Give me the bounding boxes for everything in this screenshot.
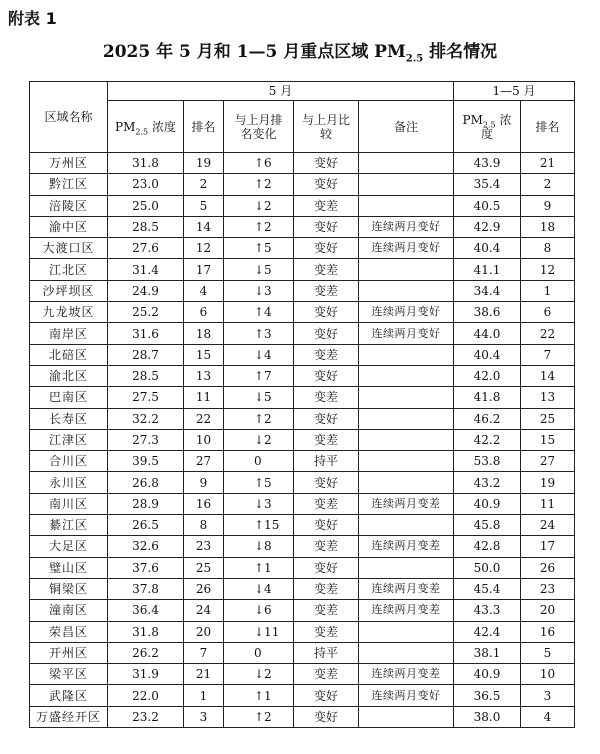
cell-rank-change: ↑5 <box>224 472 294 493</box>
cell-rank-change: ↑7 <box>224 365 294 386</box>
cell-compare: 变好 <box>294 302 359 323</box>
title-suffix: 排名情况 <box>423 42 498 62</box>
table-row <box>30 408 575 429</box>
cell-rank-ytd: 13 <box>521 387 575 408</box>
table-row <box>30 664 575 685</box>
cell-compare: 变好 <box>294 323 359 344</box>
table-row <box>30 280 575 301</box>
table-row <box>30 578 575 599</box>
title-subscript: 2.5 <box>405 53 424 65</box>
cell-rank-ytd: 17 <box>521 536 575 557</box>
cell-rank-ytd: 14 <box>521 365 575 386</box>
cell-region: 北碚区 <box>30 344 108 365</box>
cell-rank-change: ↑2 <box>224 408 294 429</box>
table-body <box>30 153 575 728</box>
header-pm-subscript-ytd: 2.5 <box>482 119 496 129</box>
cell-note: 连续两月变差 <box>359 578 454 599</box>
cell-region: 璧山区 <box>30 557 108 578</box>
cell-rank-change: ↑2 <box>224 706 294 727</box>
cell-rank-change: ↑2 <box>224 174 294 195</box>
cell-region: 渝北区 <box>30 365 108 386</box>
cell-pm25-ytd: 42.4 <box>454 621 521 642</box>
cell-pm25: 28.9 <box>108 493 184 514</box>
cell-rank-ytd: 22 <box>521 323 575 344</box>
cell-pm25-ytd: 44.0 <box>454 323 521 344</box>
cell-note <box>359 153 454 174</box>
cell-pm25-ytd: 40.4 <box>454 344 521 365</box>
cell-region: 涪陵区 <box>30 195 108 216</box>
cell-region: 永川区 <box>30 472 108 493</box>
cell-rank: 18 <box>184 323 224 344</box>
cell-region: 南川区 <box>30 493 108 514</box>
header-may: 5 月 <box>108 82 454 101</box>
cell-region: 万州区 <box>30 153 108 174</box>
cell-pm25: 37.8 <box>108 578 184 599</box>
cell-region: 大渡口区 <box>30 238 108 259</box>
cell-rank: 7 <box>184 642 224 663</box>
cell-pm25: 26.5 <box>108 515 184 536</box>
header-pm25-may <box>108 101 184 153</box>
header-rank-may: 排名 <box>184 101 224 153</box>
table-row <box>30 153 575 174</box>
cell-compare: 变好 <box>294 216 359 237</box>
cell-rank-ytd: 3 <box>521 685 575 706</box>
cell-note <box>359 451 454 472</box>
cell-rank-ytd: 2 <box>521 174 575 195</box>
header-pm-suffix: 浓度 <box>148 119 176 134</box>
cell-rank: 8 <box>184 515 224 536</box>
cell-compare: 变好 <box>294 515 359 536</box>
cell-note <box>359 195 454 216</box>
cell-note: 连续两月变好 <box>359 238 454 259</box>
cell-rank-ytd: 27 <box>521 451 575 472</box>
cell-pm25: 28.7 <box>108 344 184 365</box>
cell-rank: 4 <box>184 280 224 301</box>
cell-pm25-ytd: 42.8 <box>454 536 521 557</box>
cell-compare: 变差 <box>294 387 359 408</box>
header-rank-ytd: 排名 <box>521 101 575 153</box>
cell-pm25-ytd: 38.1 <box>454 642 521 663</box>
table-row <box>30 387 575 408</box>
cell-pm25-ytd: 34.4 <box>454 280 521 301</box>
cell-region: 江津区 <box>30 429 108 450</box>
cell-compare: 变好 <box>294 238 359 259</box>
cell-pm25-ytd: 45.8 <box>454 515 521 536</box>
table-row <box>30 259 575 280</box>
cell-note <box>359 408 454 429</box>
cell-rank-ytd: 19 <box>521 472 575 493</box>
cell-rank: 3 <box>184 706 224 727</box>
cell-region: 潼南区 <box>30 600 108 621</box>
cell-region: 南岸区 <box>30 323 108 344</box>
cell-rank-ytd: 9 <box>521 195 575 216</box>
table-row <box>30 365 575 386</box>
header-pm-prefix: PM <box>115 119 136 134</box>
cell-rank-ytd: 1 <box>521 280 575 301</box>
cell-rank: 11 <box>184 387 224 408</box>
cell-note: 连续两月变好 <box>359 216 454 237</box>
cell-compare: 变好 <box>294 174 359 195</box>
cell-rank-ytd: 21 <box>521 153 575 174</box>
cell-rank: 16 <box>184 493 224 514</box>
header-pm25-ytd <box>454 101 521 153</box>
cell-pm25-ytd: 46.2 <box>454 408 521 429</box>
cell-pm25: 32.2 <box>108 408 184 429</box>
cell-rank-change: ↑15 <box>224 515 294 536</box>
cell-pm25-ytd: 45.4 <box>454 578 521 599</box>
cell-note <box>359 344 454 365</box>
cell-region: 九龙坡区 <box>30 302 108 323</box>
cell-pm25-ytd: 40.9 <box>454 493 521 514</box>
table-row <box>30 536 575 557</box>
cell-compare: 变差 <box>294 493 359 514</box>
cell-pm25: 32.6 <box>108 536 184 557</box>
header-rank-change: 与上月排名变化 <box>224 101 294 153</box>
cell-rank-change: ↑5 <box>224 238 294 259</box>
cell-note: 连续两月变好 <box>359 323 454 344</box>
cell-rank-change: ↓3 <box>224 280 294 301</box>
cell-compare: 变好 <box>294 557 359 578</box>
table-row <box>30 515 575 536</box>
cell-compare: 变好 <box>294 706 359 727</box>
cell-rank: 19 <box>184 153 224 174</box>
cell-region: 长寿区 <box>30 408 108 429</box>
title-prefix: 2025 年 5 月和 1—5 月重点区域 PM <box>102 42 406 62</box>
table-row <box>30 238 575 259</box>
cell-region: 渝中区 <box>30 216 108 237</box>
cell-rank-change: 0 <box>224 642 294 663</box>
cell-compare: 变差 <box>294 621 359 642</box>
cell-rank: 17 <box>184 259 224 280</box>
cell-pm25: 24.9 <box>108 280 184 301</box>
cell-rank: 1 <box>184 685 224 706</box>
table-row <box>30 302 575 323</box>
table-row <box>30 493 575 514</box>
cell-rank-change: ↑6 <box>224 153 294 174</box>
cell-note: 连续两月变差 <box>359 664 454 685</box>
cell-pm25: 28.5 <box>108 216 184 237</box>
cell-pm25-ytd: 40.5 <box>454 195 521 216</box>
header-pm-prefix-ytd: PM <box>462 112 483 127</box>
cell-note <box>359 621 454 642</box>
cell-note: 连续两月变差 <box>359 600 454 621</box>
cell-region: 綦江区 <box>30 515 108 536</box>
cell-rank: 6 <box>184 302 224 323</box>
cell-rank: 27 <box>184 451 224 472</box>
cell-rank-change: 0 <box>224 451 294 472</box>
cell-region: 开州区 <box>30 642 108 663</box>
cell-pm25: 23.0 <box>108 174 184 195</box>
cell-rank: 23 <box>184 536 224 557</box>
cell-rank-ytd: 7 <box>521 344 575 365</box>
cell-compare: 变差 <box>294 664 359 685</box>
cell-note <box>359 706 454 727</box>
cell-pm25-ytd: 41.1 <box>454 259 521 280</box>
cell-note <box>359 515 454 536</box>
cell-compare: 变差 <box>294 344 359 365</box>
cell-pm25-ytd: 40.9 <box>454 664 521 685</box>
table-row <box>30 706 575 727</box>
cell-pm25: 28.5 <box>108 365 184 386</box>
cell-rank-change: ↓2 <box>224 429 294 450</box>
cell-rank: 5 <box>184 195 224 216</box>
cell-rank-change: ↓5 <box>224 259 294 280</box>
cell-pm25: 37.6 <box>108 557 184 578</box>
cell-rank-change: ↓8 <box>224 536 294 557</box>
cell-rank-change: ↓5 <box>224 387 294 408</box>
cell-rank: 22 <box>184 408 224 429</box>
cell-note: 连续两月变好 <box>359 302 454 323</box>
cell-pm25-ytd: 35.4 <box>454 174 521 195</box>
cell-rank: 21 <box>184 664 224 685</box>
cell-rank-ytd: 10 <box>521 664 575 685</box>
cell-note <box>359 387 454 408</box>
cell-pm25-ytd: 41.8 <box>454 387 521 408</box>
table-row <box>30 472 575 493</box>
cell-compare: 变差 <box>294 536 359 557</box>
cell-region: 梁平区 <box>30 664 108 685</box>
header-compare: 与上月比较 <box>294 101 359 153</box>
cell-pm25-ytd: 38.0 <box>454 706 521 727</box>
cell-pm25: 27.5 <box>108 387 184 408</box>
cell-rank-change: ↑4 <box>224 302 294 323</box>
cell-pm25: 25.0 <box>108 195 184 216</box>
cell-rank-change: ↑3 <box>224 323 294 344</box>
table-row <box>30 642 575 663</box>
cell-compare: 持平 <box>294 642 359 663</box>
cell-rank: 15 <box>184 344 224 365</box>
table-row <box>30 600 575 621</box>
cell-pm25-ytd: 50.0 <box>454 557 521 578</box>
cell-pm25: 26.8 <box>108 472 184 493</box>
cell-note <box>359 429 454 450</box>
cell-rank-ytd: 24 <box>521 515 575 536</box>
cell-rank-ytd: 18 <box>521 216 575 237</box>
cell-pm25-ytd: 53.8 <box>454 451 521 472</box>
cell-rank-ytd: 6 <box>521 302 575 323</box>
cell-rank-change: ↑1 <box>224 557 294 578</box>
cell-rank-change: ↑2 <box>224 216 294 237</box>
cell-compare: 变好 <box>294 685 359 706</box>
cell-rank-change: ↓2 <box>224 195 294 216</box>
table-row <box>30 429 575 450</box>
cell-rank-ytd: 23 <box>521 578 575 599</box>
cell-compare: 变差 <box>294 578 359 599</box>
cell-rank-ytd: 8 <box>521 238 575 259</box>
cell-pm25: 27.6 <box>108 238 184 259</box>
cell-pm25-ytd: 43.3 <box>454 600 521 621</box>
table-row <box>30 195 575 216</box>
table-row <box>30 685 575 706</box>
cell-pm25-ytd: 42.9 <box>454 216 521 237</box>
table-row <box>30 621 575 642</box>
cell-rank-ytd: 12 <box>521 259 575 280</box>
cell-compare: 变差 <box>294 429 359 450</box>
cell-pm25: 39.5 <box>108 451 184 472</box>
cell-pm25: 31.8 <box>108 153 184 174</box>
appendix-label: 附表 1 <box>8 9 57 28</box>
cell-rank: 13 <box>184 365 224 386</box>
cell-compare: 变好 <box>294 408 359 429</box>
cell-region: 铜梁区 <box>30 578 108 599</box>
cell-compare: 变好 <box>294 472 359 493</box>
cell-region: 合川区 <box>30 451 108 472</box>
cell-note <box>359 280 454 301</box>
cell-pm25-ytd: 40.4 <box>454 238 521 259</box>
table-row <box>30 216 575 237</box>
header-region: 区域名称 <box>30 82 108 153</box>
cell-rank: 2 <box>184 174 224 195</box>
pm25-ranking-table <box>29 81 575 728</box>
header-note: 备注 <box>359 101 454 153</box>
cell-compare: 变差 <box>294 280 359 301</box>
header-pm-subscript: 2.5 <box>135 126 149 136</box>
cell-rank: 9 <box>184 472 224 493</box>
cell-compare: 变差 <box>294 259 359 280</box>
cell-rank-ytd: 15 <box>521 429 575 450</box>
cell-rank-ytd: 20 <box>521 600 575 621</box>
cell-rank-change: ↓3 <box>224 493 294 514</box>
cell-region: 黔江区 <box>30 174 108 195</box>
cell-pm25: 27.3 <box>108 429 184 450</box>
cell-note <box>359 557 454 578</box>
cell-rank-change: ↓11 <box>224 621 294 642</box>
cell-pm25: 36.4 <box>108 600 184 621</box>
cell-note: 连续两月变好 <box>359 685 454 706</box>
cell-rank: 10 <box>184 429 224 450</box>
table-row <box>30 344 575 365</box>
cell-rank-ytd: 5 <box>521 642 575 663</box>
cell-pm25: 31.9 <box>108 664 184 685</box>
table-row <box>30 451 575 472</box>
cell-rank: 25 <box>184 557 224 578</box>
table-row <box>30 323 575 344</box>
cell-pm25: 23.2 <box>108 706 184 727</box>
cell-region: 江北区 <box>30 259 108 280</box>
cell-pm25-ytd: 38.6 <box>454 302 521 323</box>
cell-pm25: 31.8 <box>108 621 184 642</box>
cell-region: 巴南区 <box>30 387 108 408</box>
page-title <box>0 37 600 65</box>
cell-compare: 变差 <box>294 600 359 621</box>
table-row <box>30 174 575 195</box>
cell-rank-ytd: 4 <box>521 706 575 727</box>
cell-note <box>359 472 454 493</box>
cell-note <box>359 174 454 195</box>
cell-rank-change: ↓6 <box>224 600 294 621</box>
cell-pm25-ytd: 43.2 <box>454 472 521 493</box>
cell-region: 万盛经开区 <box>30 706 108 727</box>
cell-region: 武隆区 <box>30 685 108 706</box>
cell-pm25: 31.4 <box>108 259 184 280</box>
table-row <box>30 557 575 578</box>
cell-rank: 12 <box>184 238 224 259</box>
cell-pm25: 22.0 <box>108 685 184 706</box>
cell-pm25-ytd: 43.9 <box>454 153 521 174</box>
cell-note <box>359 642 454 663</box>
cell-rank: 14 <box>184 216 224 237</box>
cell-region: 大足区 <box>30 536 108 557</box>
cell-note: 连续两月变差 <box>359 493 454 514</box>
cell-rank-ytd: 11 <box>521 493 575 514</box>
cell-rank: 20 <box>184 621 224 642</box>
cell-rank-change: ↑1 <box>224 685 294 706</box>
cell-rank-ytd: 25 <box>521 408 575 429</box>
cell-pm25-ytd: 42.2 <box>454 429 521 450</box>
cell-note <box>359 259 454 280</box>
cell-compare: 变好 <box>294 153 359 174</box>
cell-rank-change: ↓2 <box>224 664 294 685</box>
cell-rank-ytd: 26 <box>521 557 575 578</box>
cell-rank: 24 <box>184 600 224 621</box>
cell-pm25: 25.2 <box>108 302 184 323</box>
cell-compare: 变差 <box>294 195 359 216</box>
cell-pm25: 26.2 <box>108 642 184 663</box>
cell-rank-change: ↓4 <box>224 578 294 599</box>
cell-rank-change: ↓4 <box>224 344 294 365</box>
header-jan-may: 1—5 月 <box>454 82 575 101</box>
cell-pm25-ytd: 36.5 <box>454 685 521 706</box>
cell-pm25-ytd: 42.0 <box>454 365 521 386</box>
header-pm-suffix-ytd: 浓度 <box>480 112 512 141</box>
cell-region: 荣昌区 <box>30 621 108 642</box>
cell-note <box>359 365 454 386</box>
cell-pm25: 31.6 <box>108 323 184 344</box>
cell-compare: 变好 <box>294 365 359 386</box>
cell-compare: 持平 <box>294 451 359 472</box>
cell-note: 连续两月变差 <box>359 536 454 557</box>
cell-region: 沙坪坝区 <box>30 280 108 301</box>
cell-rank-ytd: 16 <box>521 621 575 642</box>
cell-rank: 26 <box>184 578 224 599</box>
